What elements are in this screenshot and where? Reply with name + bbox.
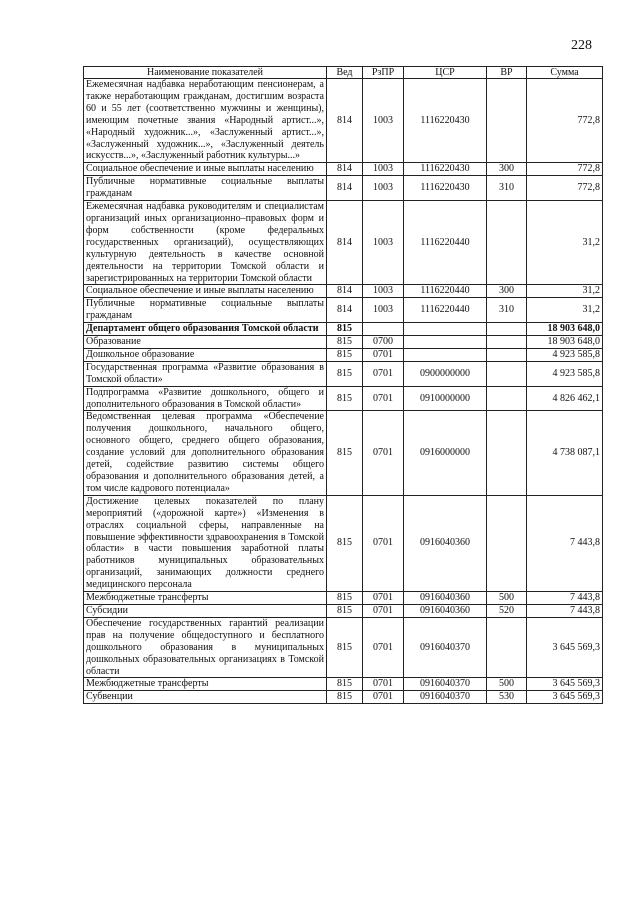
cell-csr: 1116220440 — [404, 201, 487, 285]
cell-rzpr: 1003 — [363, 176, 404, 201]
cell-ved: 815 — [327, 323, 363, 336]
cell-ved: 815 — [327, 411, 363, 495]
budget-table — [83, 66, 603, 704]
cell-name: Подпрограмма «Развитие дошкольного, общего и дополнительного образования в Томской области» — [84, 386, 327, 411]
cell-sum: 3 645 569,3 — [527, 691, 603, 704]
cell-name: Публичные нормативные социальные выплаты гражданам — [84, 298, 327, 323]
table-row — [84, 411, 603, 495]
cell-ved: 814 — [327, 176, 363, 201]
cell-sum: 3 645 569,3 — [527, 617, 603, 678]
cell-sum: 31,2 — [527, 298, 603, 323]
cell-csr: 0916040360 — [404, 495, 487, 591]
table-row — [84, 176, 603, 201]
cell-csr: 1116220430 — [404, 176, 487, 201]
cell-vr — [487, 617, 527, 678]
table-row — [84, 386, 603, 411]
cell-ved: 815 — [327, 348, 363, 361]
cell-name: Ежемесячная надбавка неработающим пенсионерам, а также неработающим гражданам, достигшим возраста 60 и 55 лет (соответственно мужчины и женщины), имеющим почетные звания «Народный артист...», «Народный художник...», «Заслуженный артист...», «Заслуженный художник...», «Заслуженный деятель искусств...», «Заслуженный работник культуры...» — [84, 79, 327, 163]
cell-ved: 815 — [327, 691, 363, 704]
cell-csr: 0916040370 — [404, 617, 487, 678]
cell-csr: 0916000000 — [404, 411, 487, 495]
header-name: Наименование показателей — [84, 67, 327, 79]
table-row — [84, 495, 603, 591]
cell-rzpr: 1003 — [363, 298, 404, 323]
cell-name: Субвенции — [84, 691, 327, 704]
cell-rzpr: 0700 — [363, 336, 404, 349]
cell-sum: 18 903 648,0 — [527, 323, 603, 336]
cell-vr — [487, 348, 527, 361]
cell-name: Государственная программа «Развитие образования в Томской области» — [84, 361, 327, 386]
cell-ved: 815 — [327, 361, 363, 386]
cell-sum: 4 826 462,1 — [527, 386, 603, 411]
cell-vr — [487, 336, 527, 349]
cell-name: Департамент общего образования Томской области — [84, 323, 327, 336]
header-sum: Сумма — [527, 67, 603, 79]
cell-vr — [487, 411, 527, 495]
cell-name: Ведомственная целевая программа «Обеспечение получения дошкольного, начального общего, основного общего, среднего общего образования, создание условий для дополнительного образования детей, содействие развитию системы общего образования и дополнительного образования детей, а том числе кадрового потенциала» — [84, 411, 327, 495]
cell-ved: 814 — [327, 163, 363, 176]
table-row — [84, 617, 603, 678]
cell-name: Субсидии — [84, 604, 327, 617]
cell-name: Образование — [84, 336, 327, 349]
cell-rzpr: 0701 — [363, 691, 404, 704]
cell-rzpr: 0701 — [363, 361, 404, 386]
table-row — [84, 323, 603, 336]
table-row — [84, 285, 603, 298]
cell-rzpr: 0701 — [363, 495, 404, 591]
cell-csr: 0916040360 — [404, 592, 487, 605]
cell-rzpr: 0701 — [363, 678, 404, 691]
header-csr: ЦСР — [404, 67, 487, 79]
cell-csr — [404, 348, 487, 361]
cell-name: Обеспечение государственных гарантий реализации прав на получение общедоступного и бесплатного дошкольного образования в муниципальных дошкольных образовательных организациях в Томской области — [84, 617, 327, 678]
cell-rzpr: 0701 — [363, 348, 404, 361]
cell-csr: 0916040360 — [404, 604, 487, 617]
cell-ved: 815 — [327, 678, 363, 691]
cell-rzpr: 1003 — [363, 201, 404, 285]
cell-ved: 814 — [327, 298, 363, 323]
table-row — [84, 298, 603, 323]
cell-name: Дошкольное образование — [84, 348, 327, 361]
cell-ved: 815 — [327, 617, 363, 678]
cell-vr — [487, 361, 527, 386]
cell-csr: 0916040370 — [404, 678, 487, 691]
cell-vr: 520 — [487, 604, 527, 617]
table-row — [84, 678, 603, 691]
cell-name: Социальное обеспечение и иные выплаты населению — [84, 163, 327, 176]
cell-ved: 814 — [327, 201, 363, 285]
cell-vr — [487, 323, 527, 336]
cell-sum: 772,8 — [527, 163, 603, 176]
cell-rzpr: 1003 — [363, 285, 404, 298]
cell-sum: 31,2 — [527, 201, 603, 285]
cell-rzpr: 0701 — [363, 604, 404, 617]
cell-ved: 815 — [327, 592, 363, 605]
cell-vr — [487, 386, 527, 411]
cell-rzpr — [363, 323, 404, 336]
cell-ved: 814 — [327, 79, 363, 163]
cell-rzpr: 1003 — [363, 79, 404, 163]
cell-rzpr: 1003 — [363, 163, 404, 176]
cell-vr: 300 — [487, 285, 527, 298]
table-row — [84, 691, 603, 704]
cell-rzpr: 0701 — [363, 411, 404, 495]
cell-ved: 815 — [327, 336, 363, 349]
cell-rzpr: 0701 — [363, 386, 404, 411]
table-row — [84, 361, 603, 386]
cell-csr: 1116220430 — [404, 163, 487, 176]
cell-sum: 31,2 — [527, 285, 603, 298]
cell-vr — [487, 79, 527, 163]
cell-csr: 1116220430 — [404, 79, 487, 163]
cell-name: Межбюджетные трансферты — [84, 678, 327, 691]
cell-vr: 500 — [487, 678, 527, 691]
cell-csr: 0900000000 — [404, 361, 487, 386]
cell-rzpr: 0701 — [363, 617, 404, 678]
header-rzpr: РзПР — [363, 67, 404, 79]
table-header-row — [84, 67, 603, 79]
cell-csr: 1116220440 — [404, 298, 487, 323]
cell-csr — [404, 336, 487, 349]
cell-ved: 814 — [327, 285, 363, 298]
cell-sum: 4 923 585,8 — [527, 348, 603, 361]
cell-csr: 1116220440 — [404, 285, 487, 298]
table-row — [84, 79, 603, 163]
cell-name: Ежемесячная надбавка руководителям и специалистам организаций иных организационно–правовых форм и форм собственности (кроме федеральных государственных организаций), осуществляющих культурную деятельность в качестве основной деятельности на территории Томской области и зарегистрированных на территории Томской области — [84, 201, 327, 285]
cell-sum: 772,8 — [527, 79, 603, 163]
cell-vr: 310 — [487, 298, 527, 323]
cell-vr: 530 — [487, 691, 527, 704]
cell-ved: 815 — [327, 604, 363, 617]
cell-vr: 500 — [487, 592, 527, 605]
cell-sum: 772,8 — [527, 176, 603, 201]
cell-sum: 18 903 648,0 — [527, 336, 603, 349]
cell-sum: 7 443,8 — [527, 604, 603, 617]
cell-vr — [487, 495, 527, 591]
cell-sum: 4 738 087,1 — [527, 411, 603, 495]
cell-name: Достижение целевых показателей по плану мероприятий («дорожной карте») «Изменения в отраслях социальной сферы, направленные на повышение эффективности здравоохранения в Томской области» в части повышения заработной платы работников муниципальных образовательных организаций, занимающих должности среднего медицинского персонала — [84, 495, 327, 591]
cell-name: Межбюджетные трансферты — [84, 592, 327, 605]
cell-ved: 815 — [327, 495, 363, 591]
header-ved: Вед — [327, 67, 363, 79]
cell-name: Публичные нормативные социальные выплаты гражданам — [84, 176, 327, 201]
table-row — [84, 348, 603, 361]
table-row — [84, 336, 603, 349]
cell-vr — [487, 201, 527, 285]
cell-sum: 4 923 585,8 — [527, 361, 603, 386]
cell-sum: 7 443,8 — [527, 592, 603, 605]
cell-rzpr: 0701 — [363, 592, 404, 605]
header-vr: ВР — [487, 67, 527, 79]
cell-csr: 0916040370 — [404, 691, 487, 704]
table-row — [84, 592, 603, 605]
table-row — [84, 604, 603, 617]
page-number: 228 — [571, 38, 592, 53]
cell-sum: 3 645 569,3 — [527, 678, 603, 691]
cell-csr — [404, 323, 487, 336]
cell-csr: 0910000000 — [404, 386, 487, 411]
cell-vr: 300 — [487, 163, 527, 176]
table-row — [84, 201, 603, 285]
cell-name: Социальное обеспечение и иные выплаты населению — [84, 285, 327, 298]
table-row — [84, 163, 603, 176]
cell-ved: 815 — [327, 386, 363, 411]
cell-vr: 310 — [487, 176, 527, 201]
cell-sum: 7 443,8 — [527, 495, 603, 591]
